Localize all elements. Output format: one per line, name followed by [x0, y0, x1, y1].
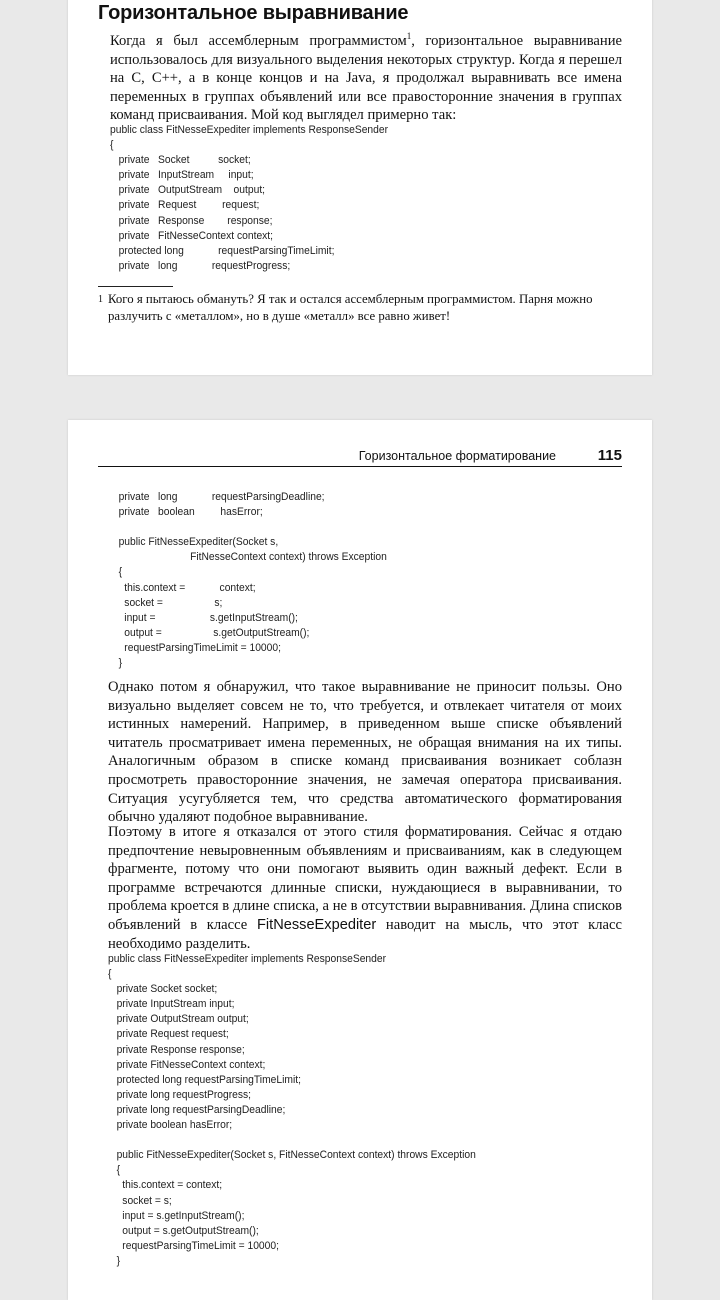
- paragraph-alignment-problem: Однако потом я обнаружил, что такое выравнивание не приносит пользы. Оно визуально выделяет совсем не то, что требуется, и отвлекает читателя от моих истинных намерений. Например, в приведенном выше списке объявлений читатель просматривает имена переменных, не обращая внимания на их типы. Аналогичным образом в списке команд присваивания возникает соблазн просмотреть правосторонние значения, не замечая оператора присваивания. Ситуация усугубляется тем, что средства автоматического форматирования обычно удаляют подобное выравнивание.: [108, 679, 622, 826]
- footnote-mark: 1: [98, 294, 103, 305]
- code-listing-unaligned: public class FitNesseExpediter implements ResponseSender { private Socket socket; private InputStream input; private OutputStream output; private Request request; private Response response; private FitNesseContext context; protected long requestParsingTimeLimit; private long requestProgress; private long requestParsingDeadline; private boolean hasError; public FitNesseExpediter(Socket s, FitNesseContext context) throws Exception { this.context = context; socket = s; input = s.getInputStream(); output = s.getOutputStream(); requestParsingTimeLimit = 10000; }: [108, 953, 476, 1267]
- section-heading: Горизонтальное выравнивание: [98, 2, 409, 24]
- paragraph-text-start: Поэтому в итоге я отказался от этого стиля форматирования. Сейчас я отдаю предпочтение невыровненным объявлениям и присваиваниям, как в следующем фрагменте, потому что они помогают выявить один важный дефект. Если в программе встречаются длинные списки, нуждающиеся в выравнивании, то проблема кроется в длине списка, а не в отсутствии выравнивания. Длина списков объявлений в классе: [108, 824, 622, 933]
- intro-paragraph: [110, 32, 622, 125]
- code-listing-aligned-continued: private long requestParsingDeadline; private boolean hasError; public FitNesseExpediter(Socket s, FitNesseContext context) throws Exception { this.context = context; socket = s; input = s.getInputStream(); output = s.getOutputStream(); requestParsingTimeLimit = 10000; }: [118, 491, 387, 670]
- running-header: [98, 446, 622, 467]
- footnote-reference[interactable]: 1: [406, 31, 412, 42]
- paragraph-text-end: наводит на мысль, что этот класс необходимо разделить.: [108, 916, 622, 952]
- footnote: [98, 291, 628, 325]
- code-listing-aligned: public class FitNesseExpediter implements ResponseSender { private Socket socket; private InputStream input; private OutputStream output; private Request request; private Response response; private FitNesseContext context; protected long requestParsingTimeLimit; private long requestProgress;: [110, 124, 389, 272]
- page-number: 115: [597, 447, 622, 464]
- footnote-divider: [98, 286, 173, 287]
- running-head-title: Горизонтальное форматирование: [358, 449, 556, 463]
- book-page-2: [68, 420, 652, 1300]
- book-page-1: [68, 0, 652, 375]
- intro-text-end: , горизонтальное выравнивание использовалось для визуального выделения некоторых структур. Когда я перешел на C, C++, а в конце концов и на Java, я продолжал выравнивать все имена переменных в группах объявлений или все правосторонние значения в группах команд присваивания. Мой код выглядел примерно так:: [110, 33, 623, 124]
- class-name: FitNesseExpediter: [256, 916, 377, 933]
- paragraph-unaligned-preference: [108, 823, 622, 953]
- intro-text-start: Когда я был ассемблерным программистом: [110, 33, 407, 49]
- footnote-text: Кого я пытаюсь обмануть? Я так и остался ассемблерным программистом. Парня можно разлучить с «металлом», но в душе «металл» все равно живет!: [108, 292, 593, 323]
